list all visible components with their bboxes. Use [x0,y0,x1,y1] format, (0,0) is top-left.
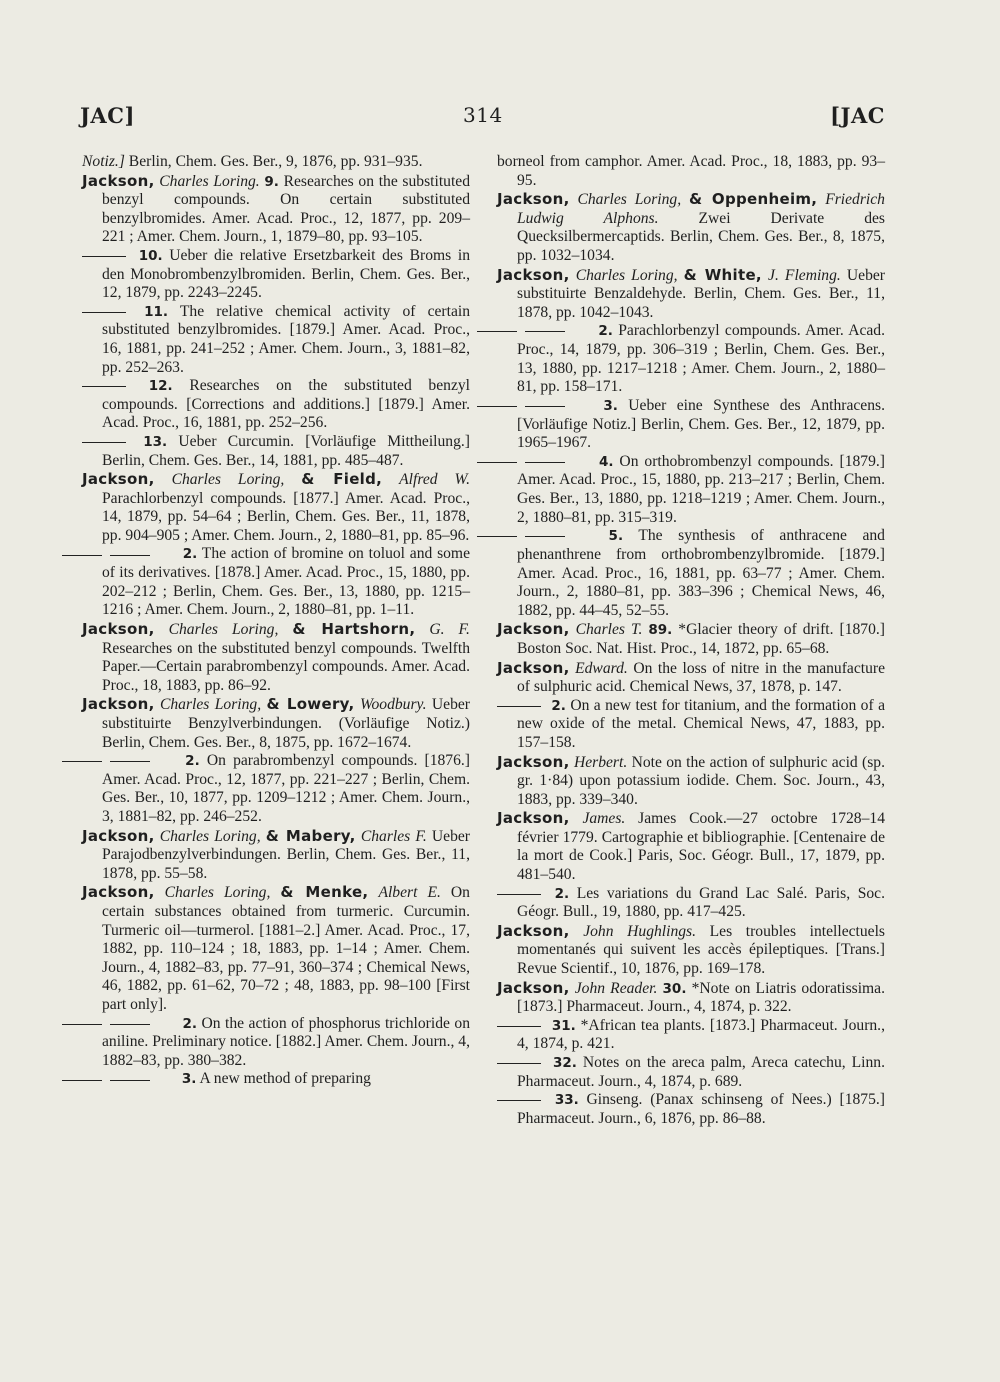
author-given-name: Charles Loring, [171,471,285,489]
entry-text: Ueber die relative Ersetzbarkeit des Broms in den Monobrombenzylbromiden. Berlin, Chem. Ges. Ber., 12, 1879, pp. 2243–2245. [102,246,470,302]
bibliography-entry [497,1054,885,1091]
repeat-author-rule [497,397,587,416]
repeat-author-rule [497,1063,541,1064]
entry-number: 2. [182,546,198,563]
entry-text: Ueber eine Synthese des Anthracens. [Vorläufige Notiz.] Berlin, Chem. Ges. Ber., 12, 1879, pp. 1965–1967. [517,396,885,452]
author-given-name: Charles Loring, [575,266,678,284]
rule-dash [525,331,565,332]
author-surname: Jackson, [82,619,155,638]
rule-dash [525,406,565,407]
entry-text: Ueber substituirte Benzaldehyde. Berlin, Chem. Ges. Ber., 11, 1878, pp. 1042–1043. [517,266,885,321]
entry-number: 30. [662,980,687,997]
entry-number: 3. [181,1071,197,1088]
author-given-name: Charles Loring, [159,696,262,714]
entry-text: On orthobrombenzyl compounds. [1879.] Amer. Acad. Proc., 15, 1880, pp. 213–217 ; Berlin, Chem. Ges. Ber., 13, 1880, pp. 1218–1219 ; Amer. Chem. Journ., 2, 1880–81, pp. 315–319. [517,452,885,526]
entry-text: Ueber Curcumin. [Vorläufige Mittheilung.] Berlin, Chem. Ges. Ber., 14, 1881, pp. 485–487. [102,432,470,469]
author-given-name: Charles Loring, [168,620,279,638]
entry-text: On parabrombenzyl compounds. [1876.] Amer. Acad. Proc., 12, 1877, pp. 221–227 ; Berlin, Chem. Ges. Ber., 10, 1877, pp. 1209–1212 ; Amer. Chem. Journ., 3, 1881–82, pp. 246–252. [102,752,470,826]
coauthor-surname: & Lowery, [266,695,355,714]
coauthor-surname: & Mabery, [265,826,356,845]
entry-number: 2. [598,323,613,340]
repeat-author-rule [82,312,126,313]
rule-dash [62,761,102,762]
bibliography-entry [82,172,470,247]
repeat-author-rule [497,894,541,895]
entry-text: Notes on the areca palm, Areca catechu, Linn. Pharmaceut. Journ., 4, 1874, p. 689. [517,1054,886,1090]
repeat-author-rule [82,1015,172,1034]
author-surname: Jackson, [497,265,570,284]
rule-dash [477,331,517,332]
entry-text: Researches on the substituted benzyl compounds. On certain substituted benzylbromides. Amer. Acad. Proc., 12, 1877, pp. 209–221 ; Amer. Chem. Journ., 1, 1879–80, pp. 93–105. [102,172,471,246]
coauthor-surname: & Field, [301,470,383,489]
coauthor-given-name: G. F. [429,620,470,638]
bibliography-entry [497,1017,885,1054]
author-surname: Jackson, [82,826,155,845]
bibliography-entry [82,377,470,433]
entry-text: On the action of phosphorus trichloride on aniline. Preliminary notice. [1882.] Amer. Chem. Journ., 4, 1882–83, pp. 380–382. [102,1014,470,1069]
rule-dash [62,1024,102,1025]
rule-dash [477,406,517,407]
repeat-author-rule [497,322,587,341]
entry-text: Ginseng. (Panax schinseng of Nees.) [1875.] Pharmaceut. Journ., 6, 1876, pp. 86–88. [517,1091,885,1127]
entry-text: On the loss of nitre in the manufacture of sulphuric acid. Chemical News, 37, 1878, p. 147. [517,659,885,696]
repeat-author-rule [82,546,172,565]
bibliography-entry [497,190,885,265]
entry-number: 4. [598,453,614,470]
entry-number: 12. [148,378,173,395]
author-surname: Jackson, [497,190,570,209]
author-surname: Jackson, [82,695,155,714]
author-surname: Jackson, [497,658,570,677]
coauthor-surname: & Menke, [280,883,369,902]
entry-text: Parachlorbenzyl compounds. [1877.] Amer. Acad. Proc., 14, 1879, pp. 54–64 ; Berlin, Chem. Ges. Ber., 11, 1878, pp. 904–905 ; Amer. Chem. Journ., 2, 1880–81, pp. 85–96. [102,489,470,544]
entry-text: James Cook.—27 octobre 1728–14 février 1779. Cartographie et bibliographie. [Centenaire de la mort de Cook.] Paris, Soc. Géogr. Bull., 17, 1879, pp. 481–540. [517,810,885,884]
entry-number: 2. [185,753,200,770]
bibliography-entry [82,470,470,545]
bibliography-entry [497,885,885,922]
bibliography-entry [497,153,885,190]
bibliography-entry [497,620,885,658]
author-surname: Jackson, [497,809,570,828]
entry-text: Zwei Derivate des Quecksilbermercaptids. Berlin, Chem. Ges. Ber., 8, 1875, pp. 1032–1034. [517,209,885,264]
author-surname: Jackson, [497,752,570,771]
coauthor-surname: & Hartshorn, [292,619,416,638]
entry-number: 32. [553,1055,577,1071]
rule-dash [525,536,565,537]
coauthor-given-name: Friedrich Ludwig Alphons. [517,191,885,227]
entry-text: On certain substances obtained from turmeric. Curcumin. Turmeric oil—turmerol. [1881–2.] Amer. Acad. Proc., 17, 1882, pp. 110–124 ; 18, 1883, pp. 1–14 ; Amer. Chem. Journ., 4, 1882–83, pp. 77–91, 360–374 ; Chemical News, 46, 1882, pp. 61–62, 70–72 ; 48, 1883, pp. 98–100 [First part only]. [102,884,470,1013]
entry-text: Les variations du Grand Lac Salé. Paris, Soc. Géogr. Bull., 19, 1880, pp. 417–425. [517,884,885,921]
entry-text: Ueber Parajodbenzylverbindungen. Berlin, Chem. Ges. Ber., 11, 1878, pp. 55–58. [102,827,470,882]
coauthor-surname: & White, [683,265,762,284]
entry-text: On a new test for titanium, and the formation of a new oxide of the metal. Chemical News, 47, 1883, pp. 157–158. [517,696,885,751]
author-surname: Jackson, [497,921,570,940]
rule-dash [110,1080,150,1081]
author-given-name: Herbert. [573,753,628,771]
bibliography-entry [82,883,470,1014]
entry-number: 10. [138,247,163,264]
coauthor-surname: & Oppenheim, [689,190,818,209]
bibliography-entry [497,697,885,753]
bibliography-entry [497,979,885,1017]
coauthor-given-name: Charles F. [360,827,427,845]
repeat-author-rule [497,453,587,472]
bibliography-entry [82,695,470,752]
repeat-author-rule [82,752,172,771]
entry-text: Researches on the substituted benzyl compounds. Twelfth Paper.—Certain parabrombenzyl compounds. Amer. Acad. Proc., 18, 1883, pp. 86–92. [102,639,470,694]
author-given-name: James. [582,810,626,828]
entry-text: Researches on the substituted benzyl compounds. [Corrections and additions.] [1879.] Amer. Acad. Proc., 16, 1881, pp. 252–256. [102,377,470,432]
rule-dash [525,462,565,463]
author-surname: Jackson, [82,171,155,190]
author-given-name: John Reader. [574,979,658,997]
author-surname: Jackson, [497,620,570,639]
entry-number: 3. [603,397,618,414]
repeat-author-rule [82,386,126,387]
italic-note: Notiz.] [82,153,125,170]
entry-number: 31. [551,1017,576,1034]
coauthor-given-name: Albert E. [378,884,441,902]
rule-dash [62,1080,102,1081]
repeat-author-rule [497,527,587,546]
entry-number: 33. [554,1092,579,1109]
entry-number: 89. [648,622,673,639]
bibliography-entry [82,153,470,172]
bibliography-entry [497,397,885,453]
author-given-name: John Hughlings. [583,922,697,940]
bibliography-entry [497,809,885,884]
rule-dash [110,1024,150,1025]
rule-dash [110,555,150,556]
page-number: 314 [463,103,503,127]
running-head-left: JAC] [80,103,135,128]
entry-text: Berlin, Chem. Ges. Ber., 9, 1876, pp. 931–935. [124,153,423,170]
author-given-name: Edward. [575,659,628,677]
bibliography-entry [82,247,470,303]
entry-text: The synthesis of anthracene and phenanthrene from orthobrombenzylbromide. [1879.] Amer. Acad. Proc., 16, 1881, pp. 63–77 ; Amer. Chem. Journ., 2, 1880–81, pp. 383–396 ; Chemical News, 46, 1882, pp. 44–45, 52–55. [517,527,885,619]
rule-dash [110,761,150,762]
entry-text: *Note on Liatris odoratissima. [1873.] Pharmaceut. Journ., 4, 1874, p. 322. [517,979,885,1016]
bibliography-entry [82,303,470,377]
entry-number: 2. [551,697,566,714]
author-surname: Jackson, [497,978,570,997]
entry-number: 11. [144,303,169,320]
author-given-name: Charles Loring, [577,191,682,209]
repeat-author-rule [497,1026,541,1027]
bibliography-entry [497,527,885,620]
entry-number: 13. [143,433,168,450]
entry-text: The action of bromine on toluol and some of its derivatives. [1878.] Amer. Acad. Proc., 15, 1880, pp. 202–212 ; Berlin, Chem. Ges. Ber., 13, 1880, pp. 1215–1216 ; Amer. Chem. Journ., 2, 1880–81, pp. 1–11. [102,545,470,619]
rule-dash [477,536,517,537]
bibliography-entry [497,922,885,979]
author-given-name: Charles T. [575,621,643,639]
author-surname: Jackson, [82,883,155,902]
bibliography-entry [82,1070,470,1089]
bibliography-entry [82,545,470,620]
bibliography-entry [82,620,470,695]
repeat-author-rule [82,256,126,257]
bibliography-entry [497,453,885,528]
coauthor-given-name: J. Fleming. [768,266,841,284]
entry-text: Ueber substituirte Benzylverbindungen. (Vorläufige Notiz.) Berlin, Chem. Ges. Ber., 8, 1875, pp. 1672–1674. [102,696,470,751]
right-column [497,153,885,1128]
bibliography-entry [82,827,470,884]
rule-dash [62,555,102,556]
bibliography-entry [82,1015,470,1071]
left-column [82,153,470,1089]
entry-text: Note on the action of sulphuric acid (sp. gr. 1·84) upon potassium iodide. Chem. Soc. Journ., 43, 1883, pp. 339–340. [517,753,886,808]
coauthor-given-name: Alfred W. [399,471,470,489]
bibliography-entry [497,753,885,810]
repeat-author-rule [497,706,541,707]
bibliography-entry [82,752,470,827]
author-given-name: Charles Loring, [159,827,261,845]
bibliography-entry [497,659,885,697]
repeat-author-rule [82,442,126,443]
bibliography-entry [82,433,470,470]
rule-dash [477,462,517,463]
author-given-name: Charles Loring, [164,884,271,902]
entry-text: A new method of preparing [196,1070,371,1088]
entry-text: The relative chemical activity of certain substituted benzylbromides. [1879.] Amer. Acad. Proc., 16, 1881, pp. 241–252 ; Amer. Chem. Journ., 3, 1881–82, pp. 252–263. [102,302,470,376]
bibliography-entry [497,266,885,323]
entry-text: borneol from camphor. Amer. Acad. Proc., 18, 1883, pp. 93–95. [497,153,885,189]
entry-text: Les troubles intellectuels momentanés qui suivent les accès épileptiques. [Trans.] Revue Scientif., 10, 1876, pp. 169–178. [517,922,885,978]
running-head-right: [JAC [830,103,885,128]
bibliography-entry [497,322,885,397]
entry-number: 9. [264,173,279,190]
author-surname: Jackson, [82,470,155,489]
entry-text: Parachlorbenzyl compounds. Amer. Acad. Proc., 14, 1879, pp. 306–319 ; Berlin, Chem. Ges. Ber., 13, 1880, pp. 1217–1218 ; Amer. Chem. Journ., 2, 1880–81, pp. 158–171. [517,322,886,396]
repeat-author-rule [82,1071,172,1090]
repeat-author-rule [497,1100,541,1101]
entry-number: 2. [554,885,570,902]
entry-number: 2. [182,1015,198,1032]
entry-text: *African tea plants. [1873.] Pharmaceut. Journ., 4, 1874, p. 421. [517,1016,885,1053]
bibliography-entry [497,1091,885,1128]
entry-text: *Glacier theory of drift. [1870.] Boston Soc. Nat. Hist. Proc., 14, 1872, pp. 65–68. [517,621,885,657]
author-given-name: Charles Loring. [159,172,260,190]
entry-number: 5. [608,528,624,545]
coauthor-given-name: Woodbury. [359,696,427,714]
